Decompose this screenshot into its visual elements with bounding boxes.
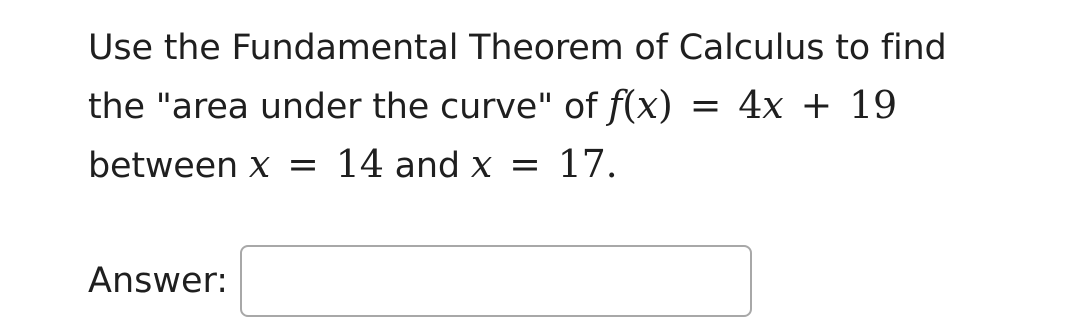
upper-bound-value: 17.	[557, 142, 618, 186]
answer-row	[88, 242, 752, 320]
lower-bound-equals: =	[287, 142, 319, 186]
question-line-3	[88, 136, 1048, 195]
upper-bound-variable: x	[470, 142, 493, 186]
between-text: between	[88, 146, 249, 186]
lower-bound-expression	[249, 142, 384, 186]
rhs-plus: +	[800, 83, 833, 127]
question-line-2	[88, 77, 1048, 136]
function-close-paren: )	[657, 83, 673, 127]
lower-bound-value: 14	[335, 142, 384, 186]
answer-input[interactable]	[240, 245, 752, 317]
upper-bound-equals: =	[509, 142, 541, 186]
function-equals: =	[689, 83, 722, 127]
and-text: and	[383, 146, 471, 186]
function-expression	[608, 83, 897, 127]
rhs-variable: x	[762, 83, 784, 127]
function-name: f	[608, 83, 623, 127]
question-line-1: Use the Fundamental Theorem of Calculus to find	[88, 28, 947, 68]
question-text	[88, 20, 1048, 195]
function-open-paren: (	[622, 83, 637, 127]
lower-bound-variable: x	[248, 142, 271, 186]
answer-label: Answer:	[88, 261, 229, 301]
function-variable: x	[636, 83, 658, 127]
rhs-coefficient: 4	[738, 83, 763, 127]
rhs-constant: 19	[849, 83, 898, 127]
upper-bound-expression	[471, 142, 618, 186]
question-line-2-text: the "area under the curve" of	[88, 87, 609, 127]
